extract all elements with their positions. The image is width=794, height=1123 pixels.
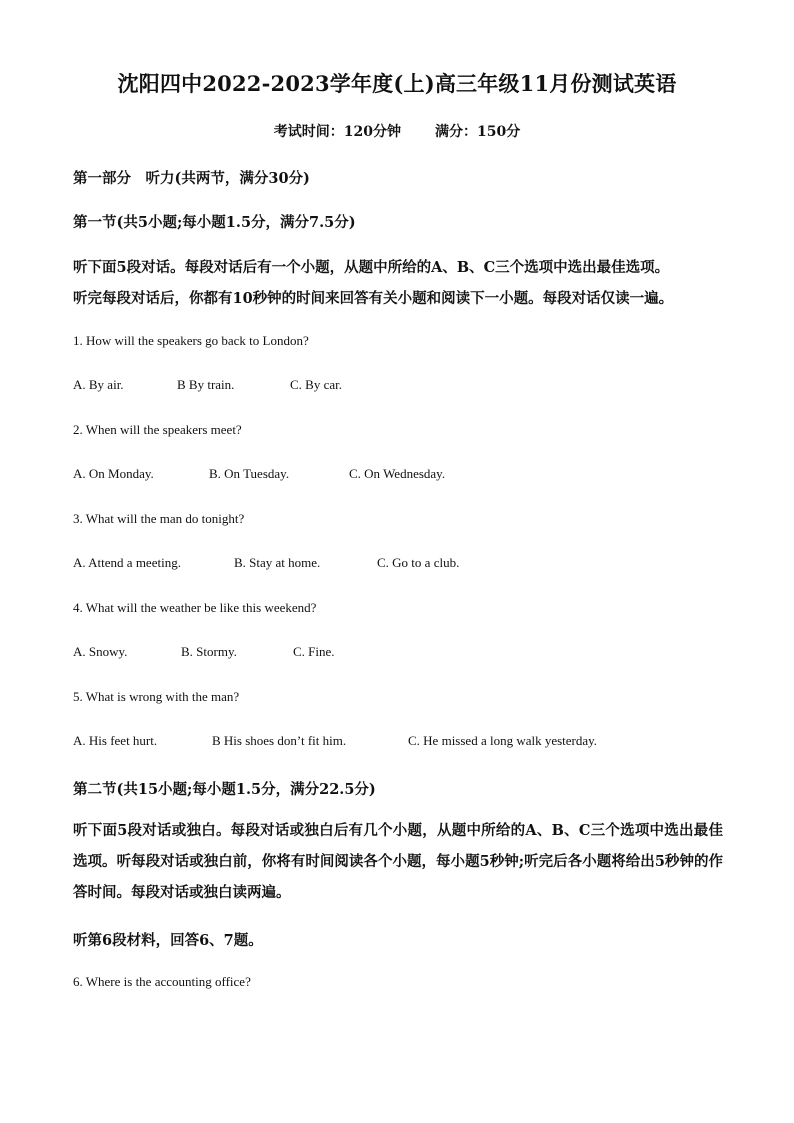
exam-time: 考试时间：120分钟 — [273, 124, 401, 140]
section2-instructions: 听下面5段对话或独白。每段对话或独白后有几个小题，从题中所给的A、B、C三个选项中选出最佳选项。听每段对话或独白前，你将有时间阅读各个小题，每小题5秒钟;听完后各小题将给出5秒钟的作答时间。每段对话或独白读两遍。 — [73, 822, 723, 901]
exam-info — [0, 121, 794, 141]
question-4-option-a: A. Snowy. — [73, 644, 128, 659]
section1-heading: 第一节(共5小题;每小题1.5分，满分7.5分) — [73, 214, 356, 231]
question-1-option-b: B By train. — [177, 377, 235, 392]
question-3-option-c: C. Go to a club. — [377, 555, 460, 570]
question-4-option-c: C. Fine. — [293, 644, 335, 659]
question-5-stem: 5. What is wrong with the man? — [73, 689, 240, 704]
question-5-option-c: C. He missed a long walk yesterday. — [408, 733, 598, 748]
section2-heading: 第二节(共15小题;每小题1.5分，满分22.5分) — [73, 781, 376, 798]
section1-instructions-line2: 听完每段对话后，你都有10秒钟的时间来回答有关小题和阅读下一小题。每段对话仅读一遍。 — [73, 290, 674, 307]
section1-instructions-line1: 听下面5段对话。每段对话后有一个小题，从题中所给的A、B、C三个选项中选出最佳选项。 — [73, 259, 670, 276]
question-5-option-b: B His shoes don’t fit him. — [212, 733, 347, 748]
part1-heading: 第一部分 听力(共两节，满分30分) — [73, 170, 310, 187]
question-1-option-c: C. By car. — [290, 377, 342, 392]
question-2-stem: 2. When will the speakers meet? — [73, 422, 242, 437]
question-2-option-c: C. On Wednesday. — [349, 466, 446, 481]
exam-title: 沈阳四中2022-2023学年度(上)高三年级11月份测试英语 — [117, 71, 677, 96]
question-4-stem: 4. What will the weather be like this weekend? — [73, 600, 317, 615]
exam-score: 满分：150分 — [435, 124, 521, 140]
material-6-instruction: 听第6段材料，回答6、7题。 — [73, 932, 263, 949]
question-3-stem: 3. What will the man do tonight? — [73, 511, 245, 526]
question-3-option-a: A. Attend a meeting. — [73, 555, 181, 570]
question-2-option-a: A. On Monday. — [73, 466, 154, 481]
question-1-stem: 1. How will the speakers go back to London? — [73, 333, 309, 348]
question-4-option-b: B. Stormy. — [181, 644, 237, 659]
question-1-option-a: A. By air. — [73, 377, 124, 392]
question-6-stem: 6. Where is the accounting office? — [73, 974, 251, 989]
question-2-option-b: B. On Tuesday. — [209, 466, 290, 481]
question-3-option-b: B. Stay at home. — [234, 555, 321, 570]
question-5-option-a: A. His feet hurt. — [73, 733, 158, 748]
